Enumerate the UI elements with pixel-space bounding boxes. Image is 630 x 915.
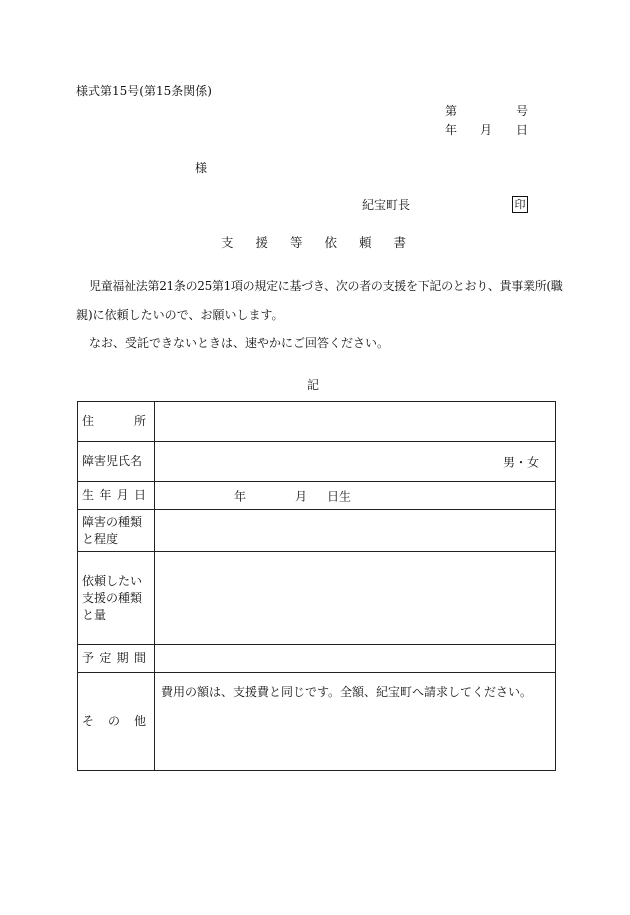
period-label-char: 期 [116,651,129,665]
requested-support-field[interactable] [155,552,556,645]
birth-day-label: 日生 [327,489,352,503]
table-row-disability [78,510,556,552]
table-row-period [78,645,556,673]
child-name-label: 障害児氏名 [78,442,155,482]
other-label [78,673,155,771]
addressee-honorific: 様 [195,161,208,175]
document-number-prefix: 第 [445,104,458,118]
address-label-char: 所 [133,414,146,428]
form-number: 様式第15号(第15条関係) [76,84,212,98]
other-field[interactable] [155,673,556,771]
support-label-line: 支援の種類 [82,590,143,605]
birth-year-label: 年 [234,489,247,503]
body-paragraph-2: なお、受託できないときは、速やかにご回答ください。 [89,336,390,350]
birth-label-char: 日 [133,488,146,502]
disability-label-line: 障害の種類 [82,514,143,529]
disability-label-line: と程度 [82,531,119,546]
birth-label-char: 月 [116,488,129,502]
birth-month-label: 月 [295,489,308,503]
address-field[interactable] [155,402,556,442]
table-row-other [78,673,556,771]
support-label-line: 依頼したい [82,573,143,588]
sex-options[interactable]: 男・女 [502,455,539,469]
date-year-label: 年 [445,123,458,137]
birth-label-char: 年 [99,488,112,502]
support-label-line: と量 [82,607,107,622]
table-row-address [78,402,556,442]
other-label-char: の [107,714,120,728]
other-label-char: 他 [133,714,146,728]
requested-support-label [78,552,155,645]
birth-date-label [78,482,155,510]
body-paragraph-1-line-1: 児童福祉法第21条の25第1項の規定に基づき、次の者の支援を下記のとおり、貴事業所(職 [89,279,563,293]
disability-label [78,510,155,552]
other-label-char: そ [82,714,95,728]
period-label-char: 定 [99,651,112,665]
child-name-field[interactable] [155,442,556,482]
period-label-char: 予 [82,651,95,665]
address-label-char: 住 [82,414,95,428]
sender-title: 紀宝町長 [362,198,411,212]
date-month-label: 月 [480,123,493,137]
birth-label-char: 生 [82,488,95,502]
scheduled-period-label [78,645,155,673]
scheduled-period-field[interactable] [155,645,556,673]
disability-field[interactable] [155,510,556,552]
document-number-suffix: 号 [516,104,529,118]
table-row-name [78,442,556,482]
table-row-support [78,552,556,645]
address-label [78,402,155,442]
request-details-table [77,401,556,771]
body-paragraph-1-line-2: 親)に依頼したいので、お願いします。 [76,308,284,322]
seal-mark: 印 [512,196,528,213]
ki-heading: 記 [307,378,320,392]
birth-date-field[interactable] [155,482,556,510]
other-note: 費用の額は、支援費と同じです。全額、紀宝町へ請求してください。 [161,685,533,699]
date-day-label: 日 [516,123,529,137]
document-title: 支援等依頼書 [221,235,429,250]
period-label-char: 間 [133,651,146,665]
table-row-birth [78,482,556,510]
